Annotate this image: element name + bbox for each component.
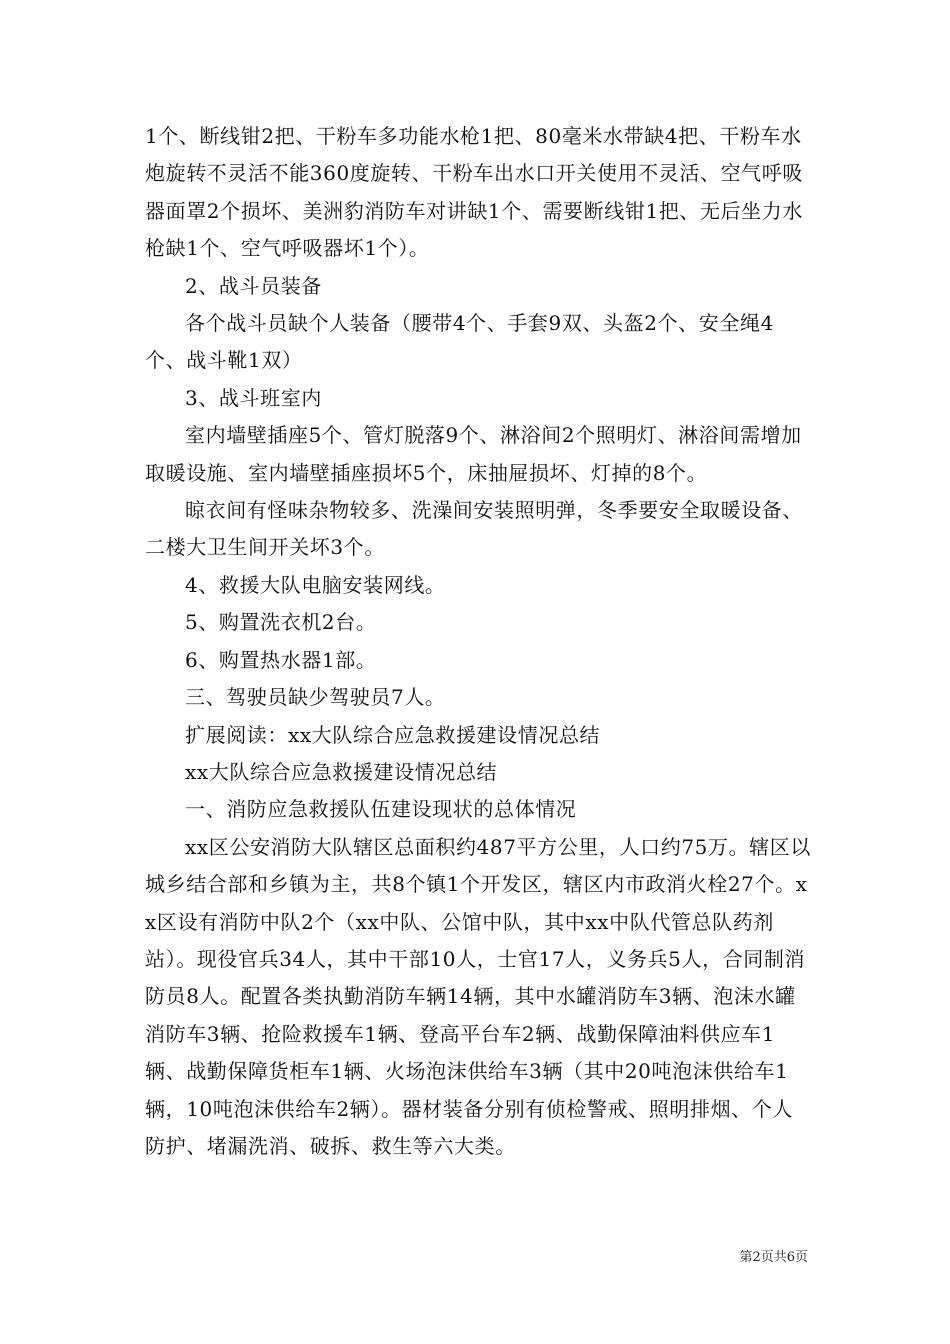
page-number-footer: 第2页共6页	[739, 1250, 808, 1265]
paragraph-heading-combat-equipment: 2、战斗员装备	[185, 273, 322, 298]
paragraph-drivers: 三、驾驶员缺少驾驶员7人。	[185, 685, 446, 710]
paragraph-drying-room: 晾衣间有怪味杂物较多、洗澡间安装照明弹，冬季要安全取暖设备、二楼大卫生间开关坏3个。	[145, 498, 803, 560]
paragraph-summary-title: xx大队综合应急救援建设情况总结	[185, 759, 498, 784]
paragraph-overview: xx区公安消防大队辖区总面积约487平方公里，人口约75万。辖区以城乡结合部和乡镇为主，共8个镇1个开发区，辖区内市政消火栓27个。xx区设有消防中队2个（xx中队、公馆中队，其中xx中队代管总队药剂站）。现役官兵34人，其中干部10人，士官17人，义务兵5人，合同制消防员8人。配置各类执勤消防车辆14辆，其中水罐消防车3辆、泡沫水罐消防车3辆、抢险救援车1辆、登高平台车2辆、战勤保障油料供应车1辆、战勤保障货柜车1辆、火场泡沫供给车3辆（其中20吨泡沫供给车1辆，10吨泡沫供给车2辆）。器材装备分别有侦检警戒、照明排烟、个人防护、堵漏洗消、破拆、救生等六大类。	[145, 834, 811, 1158]
paragraph-section-heading: 一、消防应急救援队伍建设现状的总体情况	[185, 797, 577, 822]
paragraph-heading-squad-room: 3、战斗班室内	[185, 385, 322, 410]
paragraph-continuation: 1个、断线钳2把、干粉车多功能水枪1把、80毫米水带缺4把、干粉车水炮旋转不灵活不能360度旋转、干粉车出水口开关使用不灵活、空气呼吸器面罩2个损坏、美洲豹消防车对讲缺1个、需要断线钳1把、无后坐力水枪缺1个、空气呼吸器坏1个）。	[145, 124, 803, 261]
paragraph-network: 4、救援大队电脑安装网线。	[185, 572, 446, 597]
paragraph-washing-machine: 5、购置洗衣机2台。	[185, 610, 377, 635]
paragraph-squad-room: 室内墙壁插座5个、管灯脱落9个、淋浴间2个照明灯、淋浴间需增加取暖设施、室内墙壁插座损坏5个，床抽屉损坏、灯掉的8个。	[145, 423, 802, 485]
document-body	[145, 118, 813, 1165]
paragraph-combat-equipment: 各个战斗员缺个人装备（腰带4个、手套9双、头盔2个、安全绳4个、战斗靴1双）	[145, 311, 774, 373]
paragraph-extended-reading: 扩展阅读：xx大队综合应急救援建设情况总结	[185, 722, 601, 747]
paragraph-water-heater: 6、购置热水器1部。	[185, 647, 377, 672]
